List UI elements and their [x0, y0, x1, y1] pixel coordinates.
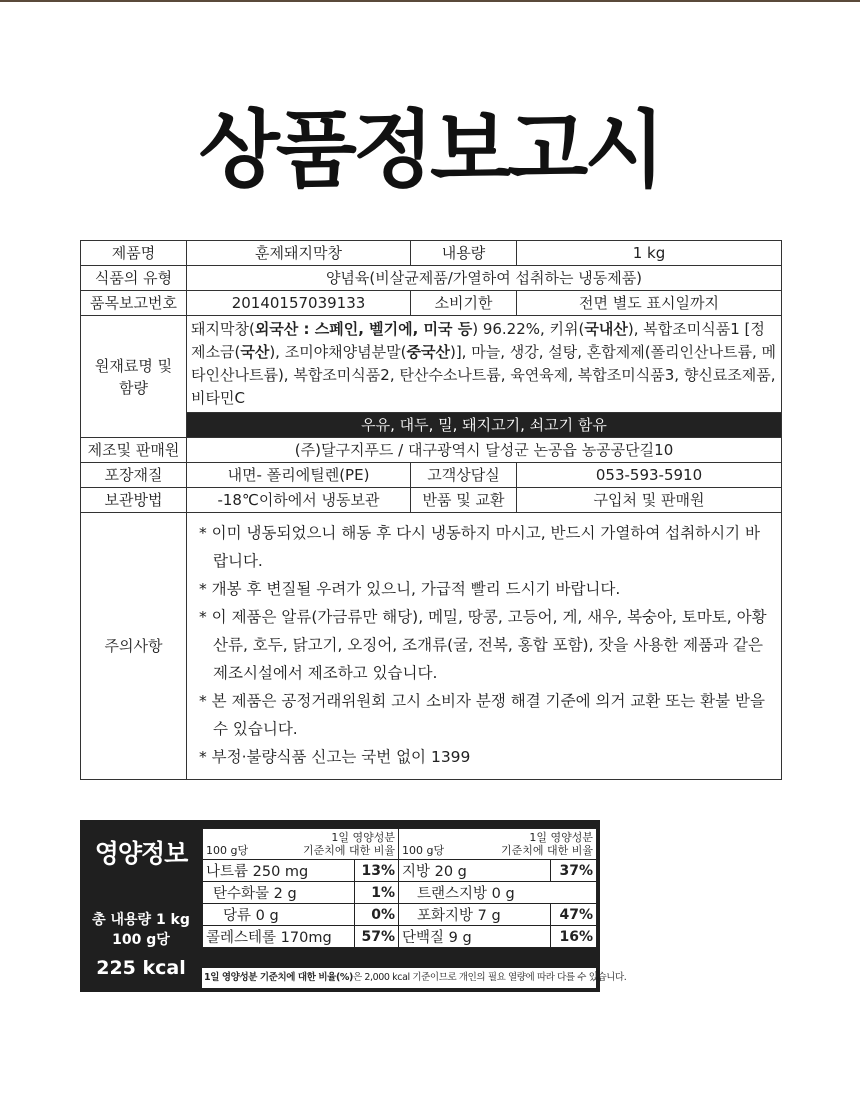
product-name: 훈제돼지막창 — [187, 241, 411, 266]
expiry-value: 전면 별도 표시일까지 — [517, 291, 782, 316]
packaging-label: 포장재질 — [81, 463, 187, 488]
ingredients-text: ) 96.22%, 키위( — [472, 320, 585, 338]
calories: 225 kcal — [96, 957, 186, 979]
caution-item: * 개봉 후 변질될 우려가 있으니, 가급적 빨리 드시기 바랍니다. — [199, 580, 621, 598]
per-label: 100 g당 — [206, 844, 249, 857]
maker-value: (주)달구지푸드 / 대구광역시 달성군 논공읍 농공공단길10 — [187, 438, 782, 463]
ingredients-text: )], 마늘, 생강, 설탕, 혼합제제(폴리인산나트륨, 메타인산나트륨), 복합조미식품2, 탄산수소나트륨, 육연육제, 복합조미식품3, 향신료조제품, 비타민C — [191, 343, 777, 407]
total-content — [80, 910, 202, 950]
nutrition-panel — [80, 820, 627, 992]
nutrition-row — [203, 904, 597, 926]
cs-value: 053-593-5910 — [517, 463, 782, 488]
type-value: 양념육(비살균제품/가열하여 섭취하는 냉동제품) — [187, 266, 782, 291]
nutrient-percent: 16% — [551, 926, 597, 948]
nutrient-percent: 0% — [355, 904, 399, 926]
nutrient-percent: 47% — [551, 904, 597, 926]
ingredients-value — [187, 316, 782, 413]
nutrient-name: 당류 0 g — [203, 904, 355, 926]
ingredients-origin: 국산 — [240, 343, 270, 361]
packaging-value: 내면- 폴리에틸렌(PE) — [187, 463, 411, 488]
nutrition-header-right — [399, 829, 597, 860]
nutrient-name: 포화지방 7 g — [399, 904, 551, 926]
per-label: 100 g당 — [402, 844, 445, 857]
storage-label: 보관방법 — [81, 488, 187, 513]
nutrition-summary — [80, 820, 202, 992]
daily-label: 기준치에 대한 비율 — [302, 844, 395, 857]
ingredients-origin: 외국산 : 스페인, 벨기에, 미국 등 — [254, 320, 473, 338]
caution-item: * 이 제품은 알류(가금류만 해당), 메밀, 땅콩, 고등어, 게, 새우, 복숭아, 토마토, 아황산류, 호두, 닭고기, 오징어, 조개류(굴, 전복, 홍합 포함), 잣을 사용한 제품과 같은 제조시설에서 제조하고 있습니다. — [199, 608, 767, 682]
product-name-label: 제품명 — [81, 241, 187, 266]
page-title: 상품정보고시 — [198, 101, 662, 199]
ingredients-origin: 국내산 — [584, 320, 628, 338]
type-label: 식품의 유형 — [81, 266, 187, 291]
nutrition-row — [203, 926, 597, 948]
nutrient-percent: 13% — [355, 860, 399, 882]
cs-label: 고객상담실 — [411, 463, 517, 488]
nutrition-row — [203, 882, 597, 904]
nutrient-percent: 37% — [551, 860, 597, 882]
caution-item: * 본 제품은 공정거래위원회 고시 소비자 분쟁 해결 기준에 의거 교환 또는 환불 받을 수 있습니다. — [199, 692, 765, 738]
total-weight: 총 내용량 1 kg — [92, 912, 190, 928]
storage-value: -18℃이하에서 냉동보관 — [187, 488, 411, 513]
per-100g: 100 g당 — [112, 932, 170, 948]
ingredients-origin: 중국산 — [406, 343, 450, 361]
product-info-table — [80, 240, 782, 780]
nutrition-footnote — [202, 968, 627, 988]
nutrition-row — [203, 860, 597, 882]
return-value: 구입처 및 판매원 — [517, 488, 782, 513]
allergy-notice: 우유, 대두, 밀, 돼지고기, 쇠고기 함유 — [187, 413, 782, 438]
nutrient-name: 지방 20 g — [399, 860, 551, 882]
ingredients-label: 원재료명 및 함량 — [81, 316, 187, 438]
nutrient-percent: 57% — [355, 926, 399, 948]
maker-label: 제조및 판매원 — [81, 438, 187, 463]
daily-label: 1일 영양성분 — [529, 831, 593, 844]
ingredients-text: 돼지막창( — [191, 320, 255, 338]
ingredients-text: ), 복합조미식품1 [정제소금( — [191, 320, 765, 361]
nutrition-header-left — [203, 829, 399, 860]
caution-list — [187, 513, 782, 780]
nutrition-grid — [202, 828, 596, 948]
caution-item: * 부정·불량식품 신고는 국번 없이 1399 — [199, 748, 471, 766]
nutrient-name: 나트륨 250 mg — [203, 860, 355, 882]
expiry-label: 소비기한 — [411, 291, 517, 316]
nutrient-percent: 1% — [355, 882, 399, 904]
ingredients-text: ), 조미야채양념분말( — [269, 343, 407, 361]
content-value: 1 kg — [517, 241, 782, 266]
daily-label: 1일 영양성분 — [331, 831, 395, 844]
report-no-value: 20140157039133 — [187, 291, 411, 316]
content-label: 내용량 — [411, 241, 517, 266]
footnote-text: 은 2,000 kcal 기준이므로 개인의 필요 열량에 따라 다를 수 있습니다. — [352, 972, 627, 983]
caution-label: 주의사항 — [81, 513, 187, 780]
return-label: 반품 및 교환 — [411, 488, 517, 513]
nutrition-title: 영양정보 — [94, 839, 188, 868]
nutrient-name: 단백질 9 g — [399, 926, 551, 948]
nutrient-name: 트랜스지방 0 g — [399, 882, 597, 904]
report-no-label: 품목보고번호 — [81, 291, 187, 316]
nutrient-name: 콜레스테롤 170mg — [203, 926, 355, 948]
top-divider — [0, 0, 860, 2]
caution-item: * 이미 냉동되었으니 해동 후 다시 냉동하지 마시고, 반드시 가열하여 섭취하시기 바랍니다. — [199, 524, 760, 570]
nutrient-name: 탄수화물 2 g — [203, 882, 355, 904]
daily-label: 기준치에 대한 비율 — [500, 844, 593, 857]
footnote-bold: 1일 영양성분 기준치에 대한 비율(%) — [204, 972, 353, 983]
